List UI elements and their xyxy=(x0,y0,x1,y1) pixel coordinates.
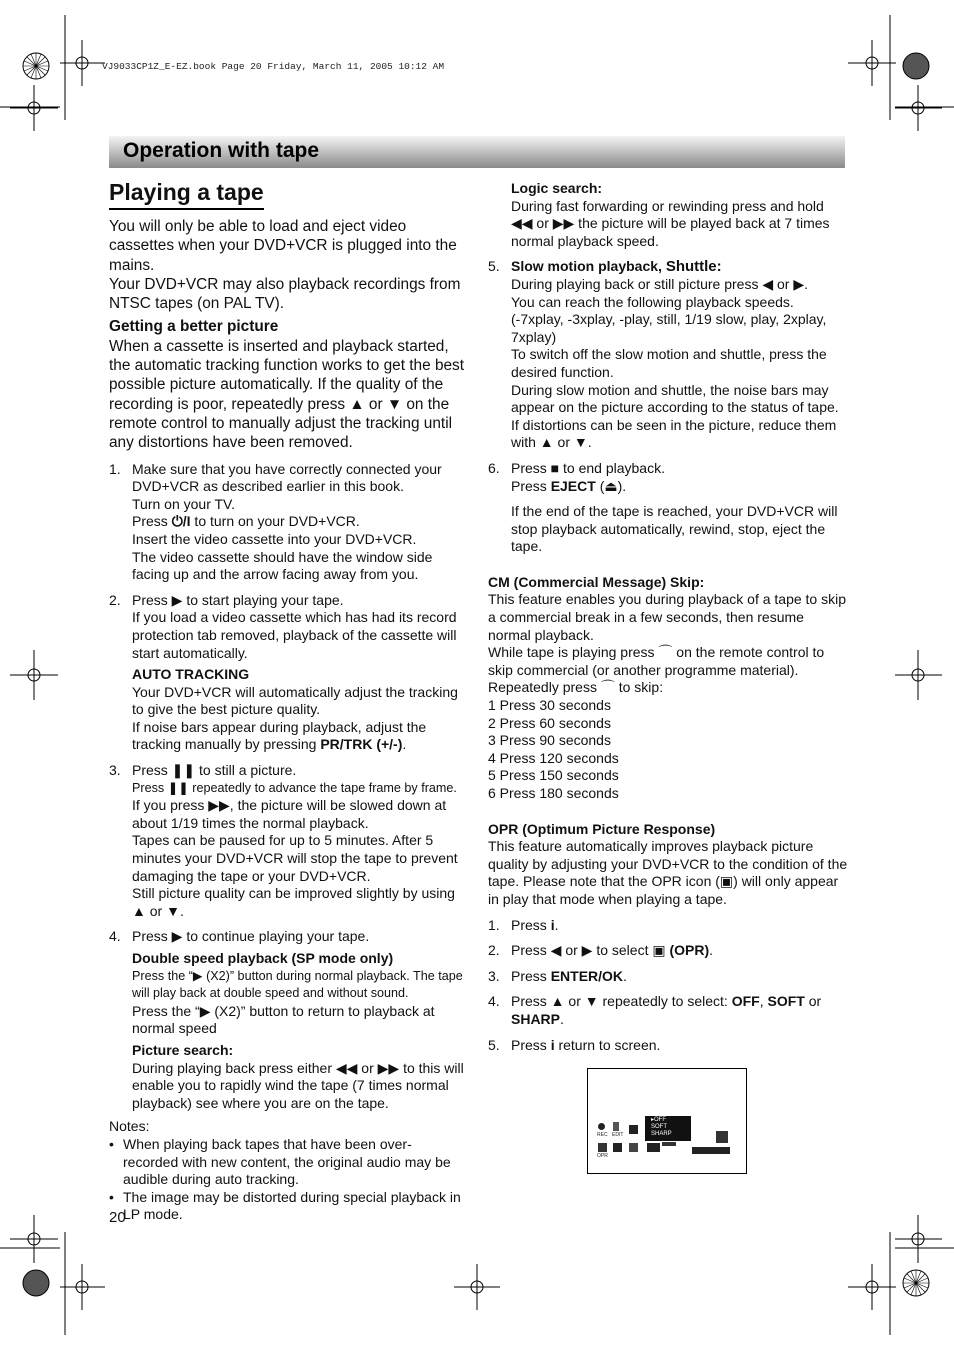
opr-step-2: 2. Press ◀ or ▶ to select ▣ (OPR). xyxy=(488,942,714,959)
file-info-line: VJ9033CP1Z_E-EZ.book Page 20 Friday, March 11, 2005 10:12 AM xyxy=(102,61,445,72)
opr-step-3: 3. Press ENTER/OK. xyxy=(488,967,627,984)
power-icon: ⏻/I xyxy=(171,513,191,530)
logic-search-heading: Logic search: xyxy=(511,180,603,196)
edit-label: EDIT xyxy=(612,1132,624,1138)
opr-heading: OPR (Optimum Picture Response) xyxy=(488,820,716,837)
intro-paragraph-2: Your DVD+VCR may also playback recordings from NTSC tapes (on PAL TV). xyxy=(109,275,461,313)
osd-screen-illustration xyxy=(587,1068,747,1174)
step-3: 3. Press ❚❚ to still a picture. Press ❚❚ repeatedly to advance the tape frame by frame. If you press ▶▶, the picture will be slowed down at about 1/19 times the normal playback. Tapes can be paused for up to 5 minutes. After 5 minutes your DVD+VCR will stop the tape to prevent damaging the tape or your DVD+VCR. Still picture quality can be improved slightly by using ▲ or ▼. xyxy=(109,762,458,919)
note-2: • The image may be distorted during special playback in LP mode. xyxy=(109,1188,461,1223)
rec-label: REC xyxy=(597,1132,608,1138)
display-icon xyxy=(716,1131,728,1143)
cm-item-2: 2 Press 60 seconds xyxy=(488,714,611,731)
step-5: 5. Slow motion playback, Shuttle: During playing back or still picture press ◀ or ▶. You can reach the following playback speeds. (-7xplay, -3xplay, -play, still, 1/19 slow, play, 2xplay, 7xplay) To switch off the slow motion and shuttle, press the desired function. During slow motion and shuttle, the noise bars may appear on the picture according to the status of tape. If distortions can be seen in the picture, reduce them with ▲ or ▼. xyxy=(488,258,839,451)
step-6: 6. Press ■ to end playback. Press EJECT (⏏). If the end of the tape is reached, your DVD+VCR will stop playback automatically, rewind, stop, eject the tape. xyxy=(488,459,838,555)
status-bar-icon xyxy=(692,1147,730,1154)
settings-icon xyxy=(629,1143,638,1152)
step-2: 2. Press ▶ to start playing your tape. If you load a video cassette which has had its record protection tab removed, playback of the cassette will start automatically. AUTO TRACKING Your DVD+VCR will automatically adjust the tracking to give the best picture quality. If noise bars appear during playback, adjust the tracking manually by pressing PR/TRK (+/-). xyxy=(109,592,465,754)
note-1: • When playing back tapes that have been over-recorded with new content, the original audio may be audible during auto tracking. xyxy=(109,1135,451,1188)
step-1: 1. Make sure that you have correctly connected your DVD+VCR as described earlier in this book. Turn on your TV. Press ⏻/I to turn on your DVD+VCR. Insert the video cassette into your DVD+VCR. The video cassette should have the window side facing up and the arrow facing away from you. xyxy=(109,460,442,583)
cm-item-5: 5 Press 150 seconds xyxy=(488,767,619,784)
double-speed-heading: Double speed playback (SP mode only) xyxy=(132,950,394,966)
opr-icon xyxy=(598,1143,607,1152)
better-picture-text: When a cassette is inserted and playback started, the automatic tracking function works to get the best possible picture automatically. If the quality of the recording is poor, repeatedly press ▲ or ▼ on the remote control to manually adjust the tracking until any distortions have been removed. xyxy=(109,337,465,452)
opr-menu xyxy=(645,1116,691,1141)
info-icon xyxy=(598,1123,605,1130)
cm-item-4: 4 Press 120 seconds xyxy=(488,749,619,766)
better-picture-heading: Getting a better picture xyxy=(109,318,279,336)
cm-item-6: 6 Press 180 seconds xyxy=(488,785,619,801)
cm-item-1: 1 Press 30 seconds xyxy=(488,697,611,714)
picture-icon xyxy=(647,1143,660,1152)
edit-icon xyxy=(613,1122,619,1131)
counter-icon xyxy=(662,1142,676,1146)
auto-tracking-heading: AUTO TRACKING xyxy=(132,666,250,683)
opr-menu-sharp: SHARP xyxy=(651,1131,672,1137)
intro-paragraph-1: You will only be able to load and eject video cassettes when your DVD+VCR is plugged into the mains. xyxy=(109,218,457,274)
opr-step-5: 5. Press i return to screen. xyxy=(488,1036,661,1053)
right-column: Logic search: During fast forwarding or rewinding press and hold ◀◀ or ▶▶ the picture will be played back at 7 times normal playback speed. 5. Slow motion playback, Shuttle: During playing back or still picture press ◀ or ▶. You can reach the following playback speeds. (-7xplay, -3xplay, -play, still, 1/19 slow, play, 2xplay, 7xplay) To switch off the slow motion and shuttle, press the desired function. During slow motion and shuttle, the noise bars may appear on the picture according to the status of tape. If distortions can be seen in the picture, reduce them with ▲ or ▼. 6. Press ■ to end playback. Press EJECT (⏏). If the end of the tape is reached, your DVD+VCR will stop playback automatically, rewind, stop, eject the tape. CM (Commercial Message) Skip: This feature enables you during playback of a tape to skip a commercial break in a few seconds, then resume normal playback. While tape is playing press ⌒ on the remote control to skip commercial (or another programme material). Repeatedly press ⌒ to skip: 1 Press 30 seconds 2 Press 60 seconds 3 Press 90 seconds 4 Press 120 seconds 5 Press 150 seconds 6 Press 180 seconds OPR (Optimum Picture Response) This feature automatically improves playback picture quality by adjusting your DVD+VCR to the condition of the tape. Please note that the OPR icon (▣) will only appear in play that mode when playing a tape. 1. Press i. 2. Press ◀ or ▶ to select ▣ (OPR). 3. Press ENTER/OK. 4. Press ▲ or ▼ repeatedly to select: OFF, SOFT or SHARP. 5. Press i return to screen. xyxy=(488,180,848,1053)
tv-icon xyxy=(629,1125,638,1134)
opr-step-1: 1. Press i. xyxy=(488,916,559,933)
opr-step-4: 4. Press ▲ or ▼ repeatedly to select: OFF, SOFT or SHARP. xyxy=(488,993,822,1027)
chapter-banner xyxy=(109,136,845,168)
section-title: Playing a tape xyxy=(109,178,264,210)
notes-heading: Notes: xyxy=(109,1118,150,1135)
opr-label: OPR xyxy=(597,1153,608,1159)
page-number: 20 xyxy=(109,1209,126,1226)
chapter-title: Operation with tape xyxy=(123,139,320,162)
left-column xyxy=(109,217,465,1224)
cm-item-3: 3 Press 90 seconds xyxy=(488,732,611,749)
cm-skip-heading: CM (Commercial Message) Skip: xyxy=(488,573,705,590)
opr-menu-off: ▸OFF xyxy=(651,1117,667,1123)
picture-search-heading: Picture search: xyxy=(132,1041,234,1058)
channel-icon xyxy=(613,1143,622,1152)
opr-menu-soft: SOFT xyxy=(651,1124,667,1130)
step-4: 4. Press ▶ to continue playing your tape. Double speed playback (SP mode only) Press the “▶ (X2)” button during normal playback. The tape will play back at double speed and without sound. Press the “▶ (X2)” button to return to playback at normal speed Picture search: During playing back press either ◀◀ or ▶▶ to this will enable you to rapidly wind the tape (7 times normal playback) see where you are on the tape. xyxy=(109,928,464,1111)
